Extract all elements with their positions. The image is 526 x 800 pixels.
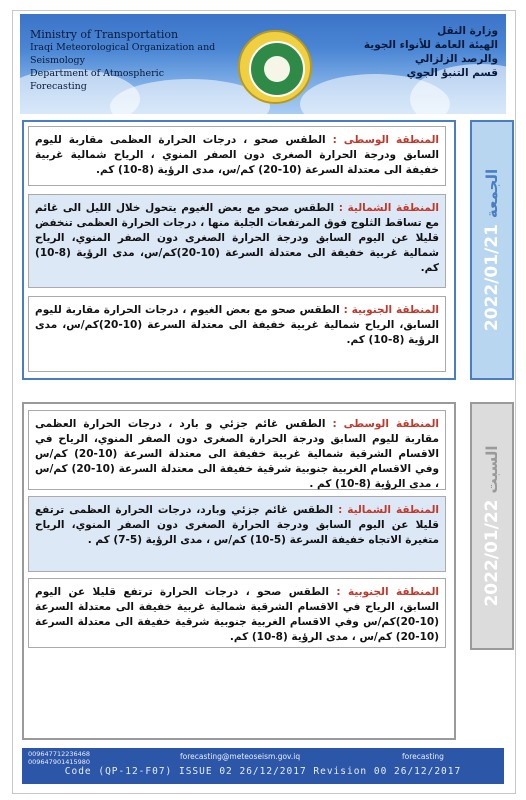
organization-name-en: Iraqi Meteorological Organization and Seismology bbox=[30, 42, 216, 66]
day2-date-label: 2022/01/22السبت bbox=[482, 445, 502, 607]
department-name-ar: قسم التنبؤ الجوي bbox=[406, 67, 498, 79]
day2-south-forecast: المنطقة الجنوبية : الطقس صحو ، درجات الحرارة ترتفع قليلا عن اليوم السابق، الرياح في الاقسام الشرقية شمالية غربية خفيفة الى معتدلة السرعة (10-20)كم/س وفي الاقسام الغربية جنوبية شرقية خفيفة الى معتدلة السرعة (10-20) كم/س ، مدى الرؤية (8-10) كم. bbox=[28, 578, 446, 648]
phone-number-2: 009647901415980 bbox=[28, 758, 91, 766]
day2-north-forecast: المنطقة الشمالية : الطقس غائم جزئي وبارد، درجات الحرارة العظمى ترتفع قليلا عن اليوم السابق ودرجة الحرارة الصغرى دون الصفر المنوي، الرياح متغيرة الاتجاه خفيفة السرعة (5-10) كم/س ، مدى الرؤية (5-7) كم . bbox=[28, 496, 446, 572]
day1-north-forecast: المنطقة الشمالية : الطقس صحو مع بعض الغيوم يتحول خلال الليل الى غائم مع تساقط الثلوج فوق المرتفعات الجلية منها ، درجات الحرارة العظمى تنخفض قليلا عن اليوم السابق ودرجة الحرارة الصغرى دون الصفر المنوي، الرياح شمالية غربية خفيفة الى معتدلة السرعة (10-20)كم/س، مدى الرؤية (8-10) كم. bbox=[28, 194, 446, 288]
contact-row bbox=[22, 750, 504, 766]
phone-numbers bbox=[28, 750, 108, 766]
letterhead-banner bbox=[20, 14, 506, 114]
document-footer bbox=[22, 748, 504, 784]
organization-name-ar: الهيئة العامة للأنواء الجوية والرصد الزلزالي bbox=[363, 39, 498, 65]
organization-logo-icon bbox=[238, 30, 312, 104]
header-english-text bbox=[30, 28, 220, 93]
day1-central-forecast: المنطقة الوسطى : الطقس صحو ، درجات الحرارة العظمى مقاربة لليوم السابق ودرجة الحرارة الصغرى دون الصفر المنوي ، الرياح شمالية غربية خفيفة الى معتدلة السرعة (10-20) كم/س، مدى الرؤية (8-10) كم. bbox=[28, 126, 446, 186]
day2-date-sidebar bbox=[470, 402, 514, 650]
email-address[interactable]: forecasting@meteoseism.gov.iq bbox=[180, 752, 301, 761]
day2-forecast-group bbox=[22, 402, 456, 740]
department-name-en: Department of Atmospheric Forecasting bbox=[30, 68, 165, 92]
facebook-handle[interactable]: forecasting bbox=[402, 752, 444, 761]
ministry-name-ar: وزارة النقل bbox=[437, 25, 498, 37]
day1-forecast-group bbox=[22, 120, 456, 380]
ministry-name-en: Ministry of Transportation bbox=[30, 28, 179, 41]
header-arabic-text bbox=[328, 24, 498, 80]
phone-number-1: 009647712236468 bbox=[28, 750, 91, 758]
day1-south-forecast: المنطقة الجنوبية : الطقس صحو مع بعض الغيوم ، درجات الحرارة مقاربة لليوم السابق، الرياح شمالية غربية خفيفة الى معتدلة السرعة (10-20)كم/س، مدى الرؤية (8-10) كم. bbox=[28, 296, 446, 372]
day1-date-sidebar bbox=[470, 120, 514, 380]
document-code-line: Code (QP-12-F07) ISSUE 02 26/12/2017 Revision 00 26/12/2017 bbox=[64, 766, 462, 777]
day1-date-label: 2022/01/21الجمعة bbox=[482, 168, 502, 332]
day2-central-forecast: المنطقة الوسطى : الطقس غائم جزئي و بارد ، درجات الحرارة العظمى مقاربة لليوم السابق ودرجة الحرارة الصغرى دون الصفر المنوي، الرياح في الاقسام الشرقية شمالية غربية خفيفة الى معتدلة السرعة (10-20) كم/س وفي الاقسام الغربية جنوبية شرقية خفيفة الى معتدلة السرعة (10-20) كم/س ، مدى الرؤية (8-10) كم . bbox=[28, 410, 446, 490]
